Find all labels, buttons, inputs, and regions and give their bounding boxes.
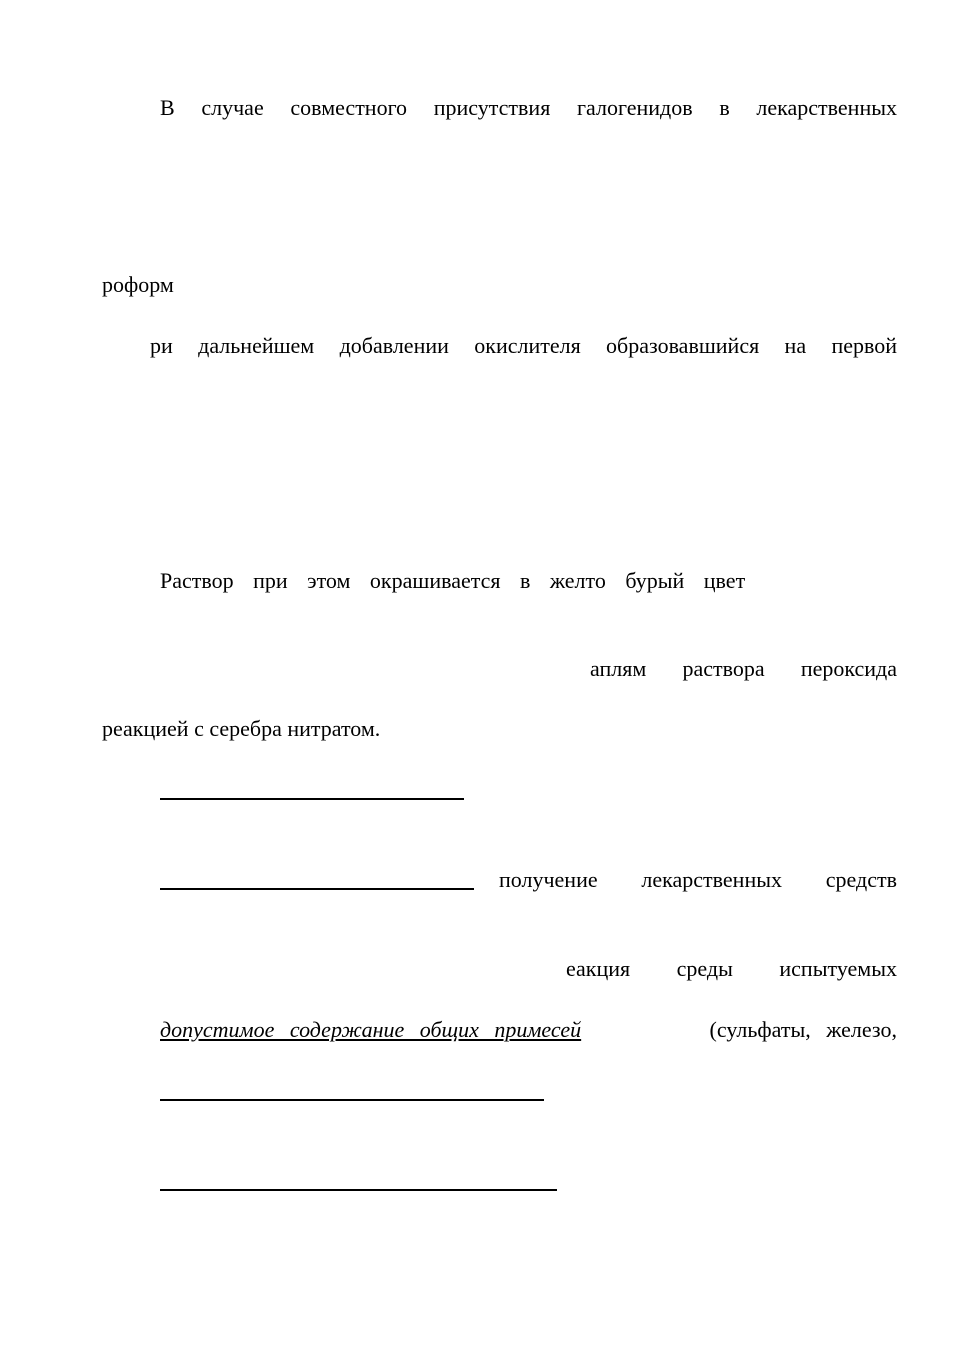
paragraph-impurities [160, 1017, 897, 1043]
blank-rule-1 [160, 798, 464, 800]
paragraph-medium-reaction: еакция среды испытуемых [566, 956, 897, 981]
paragraph-halides-intro: В случае совместного присутствия галогенидов в лекарственных [160, 95, 897, 120]
paragraph-solution-color [160, 568, 826, 594]
paragraph-silver-nitrate: реакцией с серебра нитратом. [102, 716, 381, 741]
blank-rule-2 [160, 888, 474, 890]
impurities-emphasis: допустимое содержание общих примесей [160, 1017, 582, 1042]
paragraph-fragment-roform: роформ [102, 272, 174, 297]
paragraph-peroxide-drops: аплям раствора пероксида [590, 656, 897, 681]
paragraph-drug-production: получение лекарственных средств [499, 867, 897, 892]
solution-color-text: Раствор при этом окрашивается в желто бурый цвет [160, 568, 746, 593]
paragraph-oxidizer-addition: ри дальнейшем добавлении окислителя образовавшийся на первой [150, 333, 897, 358]
blank-rule-3 [160, 1099, 544, 1101]
impurities-list: (сульфаты, железо, [709, 1017, 897, 1042]
blank-rule-4 [160, 1189, 557, 1191]
